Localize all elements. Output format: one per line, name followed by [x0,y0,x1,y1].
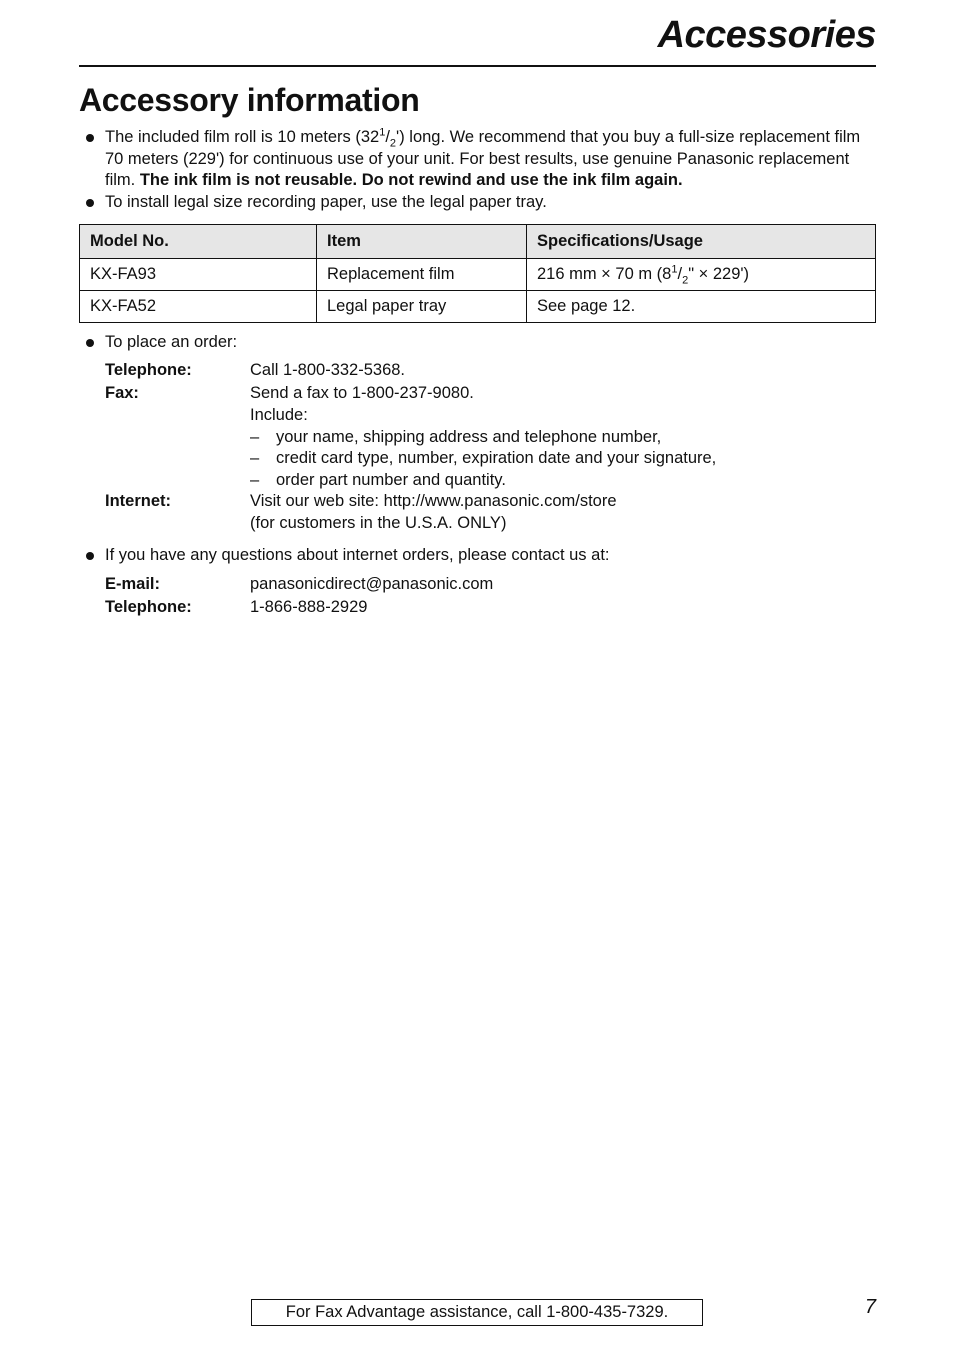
questions-telephone-label: Telephone: [105,597,192,616]
fraction-slash: / [677,265,683,283]
questions-details [105,573,493,618]
list-item [105,448,716,470]
bullet-dot-icon [86,552,94,560]
questions-email-label: E-mail: [105,575,161,593]
header-rule [79,65,876,67]
questions-email-value: panasonicdirect@panasonic.com [250,575,494,593]
bullet-dot-icon [86,199,94,207]
fraction-numerator: 1 [379,126,386,139]
order-telephone-value: Call 1-800-332-5368. [250,361,406,379]
page-number: 7 [864,1296,876,1318]
fraction-denominator: 2 [682,274,689,287]
order-internet-value: Visit our web site: http://www.panasonic.com/store [250,492,617,510]
footer-assistance-box: For Fax Advantage assistance, call 1-800-435-7329. [251,1299,703,1326]
cell-item: Legal paper tray [317,291,527,323]
order-telephone-label: Telephone: [105,361,192,379]
spec-pre: 216 mm × 70 m (8 [537,265,672,283]
bullet-questions [86,545,878,567]
dash-marker: – [250,449,260,467]
order-internet-details [250,491,716,534]
bullet-film-roll [86,127,878,192]
film-roll-text-pre: The included film roll is 10 meters (32 [105,128,380,146]
bullet-legal-paper [86,192,878,214]
include-item-text: credit card type, number, expiration date and your signature, [276,449,717,467]
include-item-text: order part number and quantity. [276,470,506,489]
fraction-slash: / [385,128,390,146]
table-header-row [80,225,876,259]
list-item [105,427,716,449]
include-item-text: your name, shipping address and telephone number, [276,427,662,446]
questions-bullet [86,545,878,567]
order-bullet [86,332,878,354]
bullet-dot-icon [86,134,94,142]
chapter-title: Accessories [657,14,876,56]
cell-item: Replacement film [317,259,527,291]
fraction-numerator: 1 [671,263,678,276]
order-fax-value: Send a fax to 1-800-237-9080. [250,383,474,402]
bullet-dot-icon [86,339,94,347]
intro-bullets [86,127,878,213]
questions-telephone-value: 1-866-888-2929 [250,597,368,616]
bullet-order [86,332,878,354]
cell-model: KX-FA93 [80,259,317,291]
legal-paper-text: To install legal size recording paper, use the legal paper tray. [105,192,547,211]
order-fax-label: Fax: [105,383,139,402]
questions-telephone-row [105,596,493,619]
cell-spec: See page 12. [527,291,876,323]
fraction-denominator: 2 [389,137,397,150]
order-internet-label: Internet: [105,492,171,510]
order-internet-note: (for customers in the U.S.A. ONLY) [250,513,507,532]
order-include-label: Include: [250,406,308,424]
dash-marker: – [250,427,260,446]
accessory-table [79,224,876,323]
order-fax-details [250,382,716,427]
dash-marker: – [250,470,260,489]
film-roll-warning: The ink film is not reusable. Do not rewind and use the ink film again. [139,171,683,189]
table-row [80,259,876,291]
questions-email-row [105,573,493,596]
order-telephone-row [105,359,716,382]
questions-intro-text: If you have any questions about internet orders, please contact us at: [105,546,610,564]
film-roll-text-mid: ') long. We recommend that you buy a full-size replacement film 70 meters (229') for continuous use of your unit. For best results, use genuine Panasonic replacement film. [105,128,861,189]
column-header-model: Model No. [80,225,317,259]
order-intro-text: To place an order: [105,333,238,351]
table-row [80,291,876,323]
order-fax-row [105,382,716,427]
column-header-spec: Specifications/Usage [527,225,876,259]
cell-model: KX-FA52 [80,291,317,323]
section-title: Accessory information [79,82,420,118]
column-header-item: Item [317,225,527,259]
cell-spec [527,259,876,291]
spec-post: " × 229') [688,265,750,283]
order-include-list [105,427,716,492]
order-details [105,359,716,534]
order-internet-row [105,491,716,534]
list-item [105,470,716,492]
